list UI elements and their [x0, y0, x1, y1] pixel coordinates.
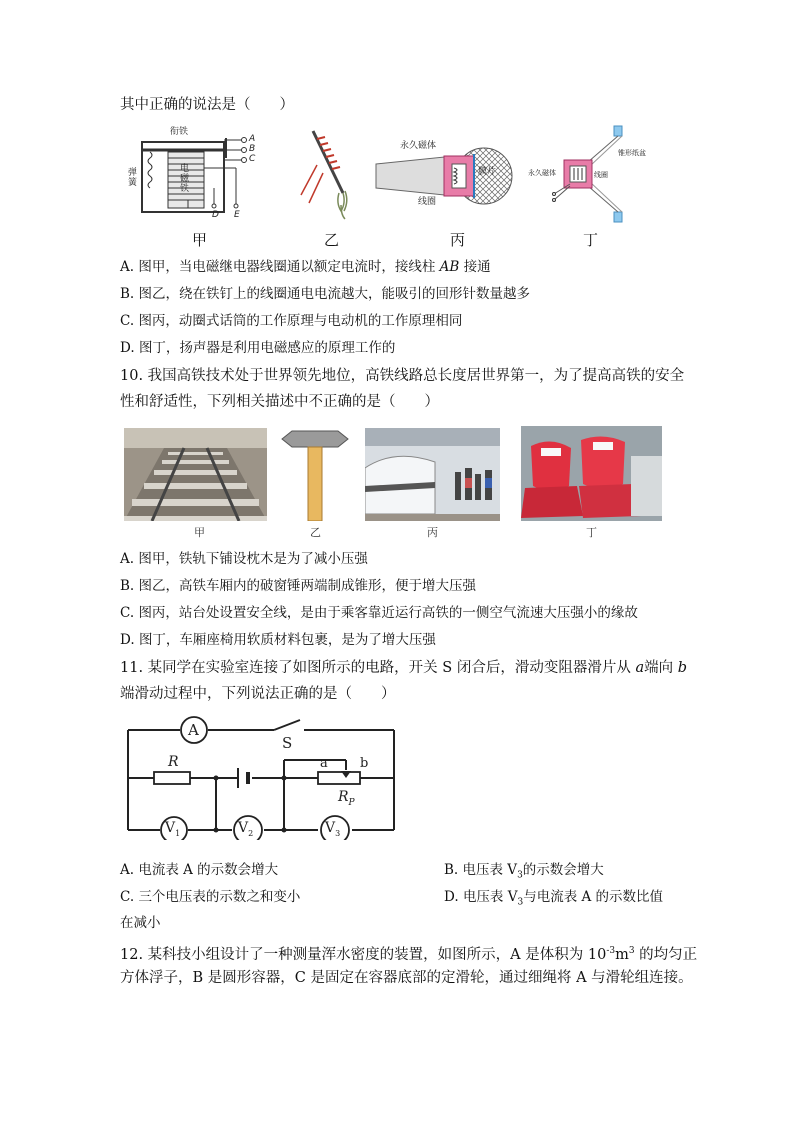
relay-figure [128, 128, 278, 223]
q9-option-b: B. 图乙，绕在铁钉上的线圈通电电流越大，能吸引的回形针数量越多 [120, 286, 531, 302]
q9-caption-jia: 甲 [192, 231, 208, 249]
armature-label: 衔铁 [170, 127, 189, 137]
q10-option-d: D. 图丁，车厢座椅用软质材料包裹，是为了增大压强 [120, 632, 436, 648]
q9-stem: 其中正确的说法是（ ） [120, 97, 294, 113]
q9-option-d: D. 图丁，扬声器是利用电磁感应的原理工作的 [120, 340, 396, 356]
q11-option-d-continued: 在减小 [120, 915, 161, 931]
terminal-b-label: B [249, 144, 256, 154]
magnet-bing-label: 永久磁体 [400, 141, 437, 151]
q11-stem-line1: 11. 某同学在实验室连接了如图所示的电路，开关 S 闭合后，滑动变阻器滑片从 a端向 b [120, 660, 687, 676]
voltmeter-v3-label: $V_3$ [325, 820, 341, 838]
q11-option-b: B. 电压表 $V_3$的示数会增大 [444, 862, 604, 881]
rheostat-label: $R_P$ [338, 789, 355, 808]
rheostat-end-b: b [360, 756, 369, 771]
train-station-image [365, 428, 500, 521]
coil-ding-label: 线圈 [594, 171, 608, 179]
cone-paper-label: 锥形纸盆 [618, 149, 646, 157]
terminal-a-label: A [249, 134, 256, 144]
spring-label: 弹簧 [128, 168, 138, 188]
q12-line1: 12. 某科技小组设计了一种测量浑水密度的装置，如图所示，A 是体积为 $10^{-3}m^3$ 的均匀正 [120, 946, 698, 963]
loudspeaker-figure [528, 124, 650, 224]
circuit-diagram [124, 716, 400, 840]
q10-caption-ding: 丁 [586, 526, 597, 539]
q10-stem-line2: 性和舒适性，下列相关描述中不正确的是（ ） [120, 394, 439, 410]
q9-option-c: C. 图丙，动圈式话筒的工作原理与电动机的工作原理相同 [120, 313, 463, 329]
q10-option-a: A. 图甲，铁轨下铺设枕木是为了减小压强 [120, 551, 368, 567]
q10-option-b: B. 图乙，高铁车厢内的破窗锤两端制成锥形，便于增大压强 [120, 578, 477, 594]
magnet-ding-label: 永久磁体 [528, 169, 556, 177]
microphone-figure [372, 138, 517, 213]
safety-hammer-image [280, 425, 350, 521]
q11-option-a: A. 电流表 A 的示数会增大 [120, 862, 279, 878]
terminal-c-label: C [249, 154, 256, 164]
rheostat-end-a: a [320, 756, 328, 771]
q9-option-a: A. 图甲，当电磁继电器线圈通以额定电流时，接线柱 AB 接通 [120, 259, 491, 275]
q11-stem-line2: 端滑动过程中，下列说法正确的是（ ） [120, 686, 396, 702]
railway-track-image [124, 428, 267, 521]
q10-option-c: C. 图丙，站台处设置安全线，是由于乘客靠近运行高铁的一侧空气流速大压强小的缘故 [120, 605, 638, 621]
q11-option-c: C. 三个电压表的示数之和变小 [120, 889, 301, 905]
terminal-e-label: E [234, 210, 240, 220]
q9-caption-ding: 丁 [583, 231, 599, 249]
q11-option-d: D. 电压表 $V_3$与电流表 A 的示数比值 [444, 889, 664, 908]
resistor-label: R [168, 754, 179, 770]
q10-caption-bing: 丙 [427, 526, 438, 539]
ammeter-label: A [188, 721, 199, 739]
voltmeter-v2-label: $V_2$ [238, 820, 254, 838]
q9-caption-bing: 丙 [450, 231, 466, 249]
terminal-d-label: D [212, 210, 219, 220]
voltmeter-v1-label: $V_1$ [165, 820, 181, 838]
switch-label: S [282, 734, 293, 752]
q10-caption-yi: 乙 [310, 526, 321, 539]
q10-caption-jia: 甲 [194, 526, 205, 539]
nail-electromagnet-figure [295, 125, 365, 225]
q12-line2: 方体浮子，B 是圆形容器，C 是固定在容器底部的定滑轮，通过细绳将 A 与滑轮组连接。 [120, 970, 693, 986]
diaphragm-label: 膜片 [478, 167, 497, 177]
q10-stem-line1: 10. 我国高铁技术处于世界领先地位，高铁线路总长度居世界第一，为了提高高铁的安全 [120, 368, 685, 384]
q9-caption-yi: 乙 [324, 231, 340, 249]
coil-bing-label: 线圈 [418, 197, 437, 207]
train-seats-image [521, 426, 662, 521]
electromagnet-label: 电磁铁 [180, 164, 190, 194]
